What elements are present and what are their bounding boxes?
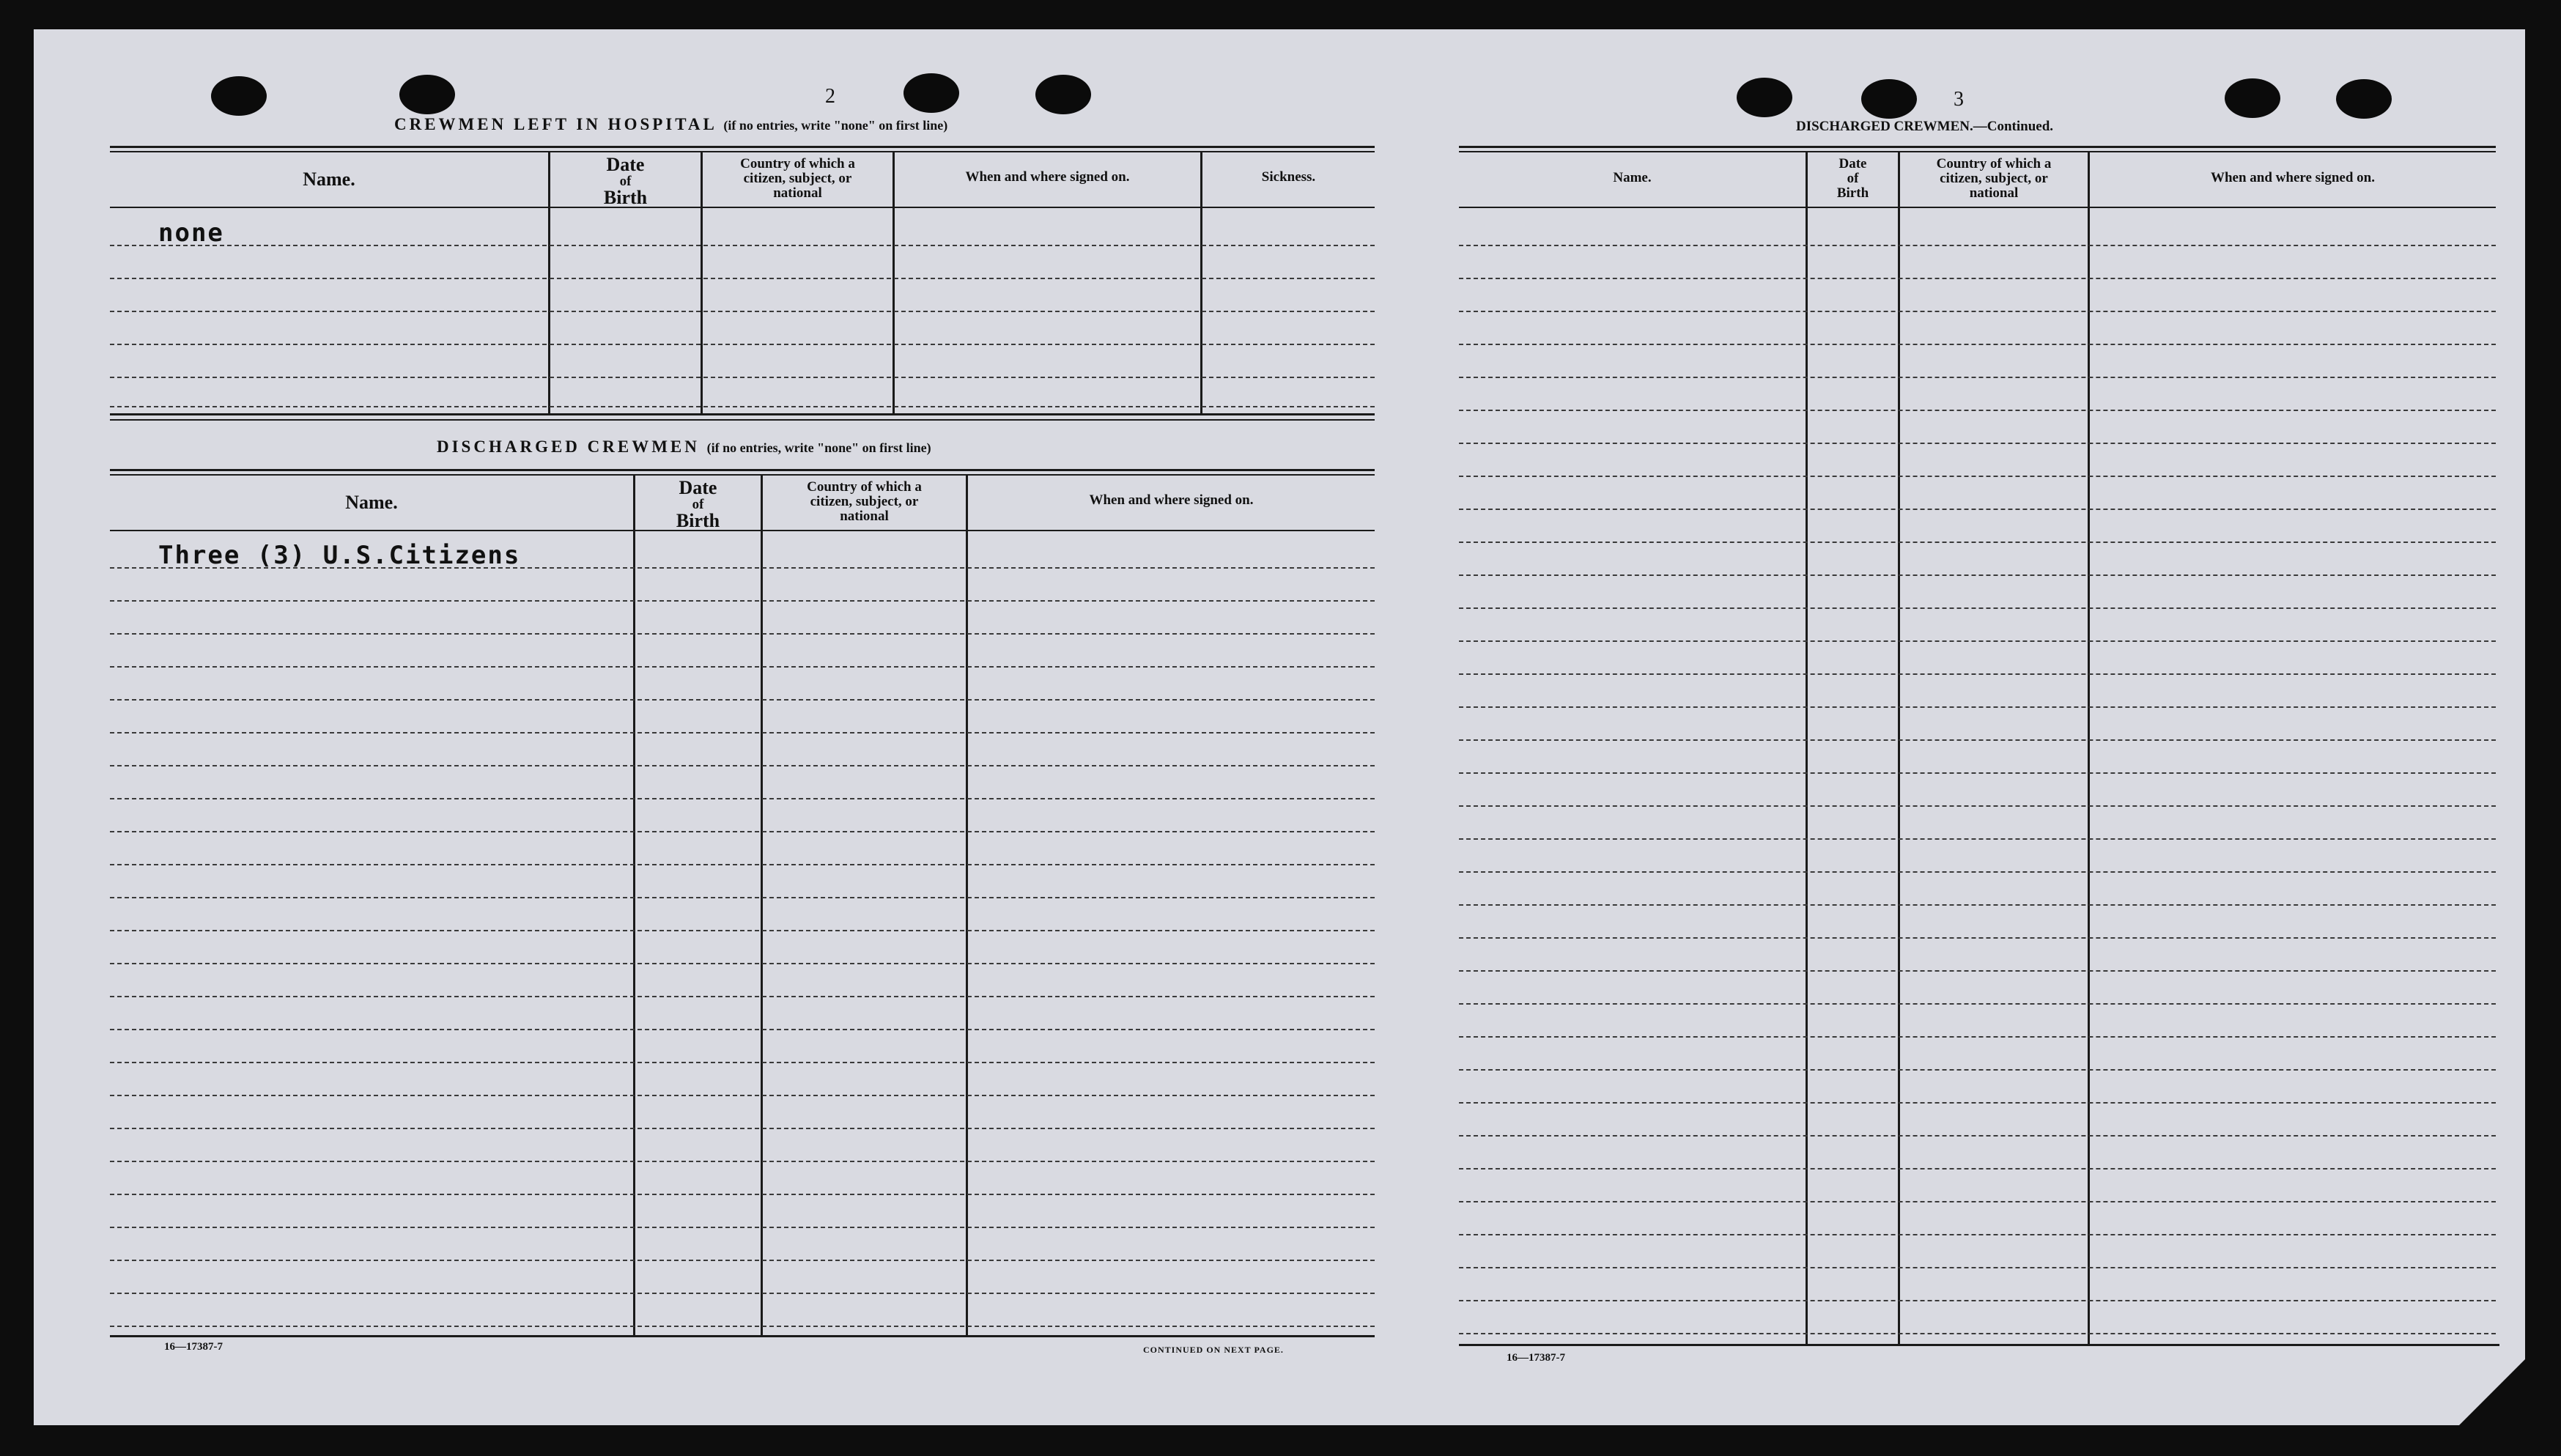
ruled-line xyxy=(1459,937,2496,939)
ruled-line xyxy=(1459,805,2496,807)
form-number-left: 16—17387-7 xyxy=(164,1341,223,1353)
dob-line: Birth xyxy=(676,510,720,531)
ruled-line xyxy=(1459,410,2496,411)
ruled-line xyxy=(1459,278,2496,279)
discharged-title-text: DISCHARGED CREWMEN xyxy=(437,437,700,456)
ruled-line xyxy=(110,1194,1375,1195)
ruled-line xyxy=(1459,640,2496,642)
country-line: national xyxy=(840,508,889,524)
punch-hole xyxy=(2336,79,2392,119)
ruled-line xyxy=(110,666,1375,668)
punch-hole xyxy=(1035,75,1091,114)
ruled-line xyxy=(1459,574,2496,576)
ruled-line xyxy=(110,1260,1375,1261)
ruled-line xyxy=(1459,970,2496,972)
page-number-left: 2 xyxy=(825,85,835,108)
ruled-line xyxy=(110,1062,1375,1063)
ruled-line xyxy=(110,1095,1375,1096)
ruled-line xyxy=(110,732,1375,733)
dob-line: of xyxy=(692,497,704,512)
dob-line: of xyxy=(619,174,632,189)
ruled-line xyxy=(1459,1135,2496,1137)
ruled-line xyxy=(110,1128,1375,1129)
ruled-line xyxy=(110,798,1375,799)
hospital-header-dob xyxy=(550,155,701,207)
ruled-line xyxy=(110,633,1375,635)
discharged-header-dob xyxy=(635,478,761,531)
hospital-header-country xyxy=(703,157,893,201)
ruled-line xyxy=(1459,1333,2496,1334)
ruled-line xyxy=(1459,1102,2496,1104)
ruled-line xyxy=(110,996,1375,997)
punch-hole xyxy=(903,73,959,113)
ruled-line xyxy=(1459,838,2496,840)
ruled-line xyxy=(1459,311,2496,312)
hospital-title-text: CREWMEN LEFT IN HOSPITAL xyxy=(394,115,717,133)
ruled-line xyxy=(110,765,1375,766)
dob-line: Date xyxy=(1838,156,1867,171)
hospital-title-note: (if no entries, write "none" on first line) xyxy=(723,118,948,133)
hospital-header-signed: When and where signed on. xyxy=(965,169,1130,185)
dob-line: Birth xyxy=(603,187,648,208)
dob-line: Date xyxy=(606,154,645,175)
discharged-title-note: (if no entries, write "none" on first line) xyxy=(706,440,931,455)
discharged-entry: Three (3) U.S.Citizens xyxy=(158,541,521,570)
punch-hole xyxy=(2225,78,2280,118)
ruled-line xyxy=(1459,1300,2496,1301)
right-header-country xyxy=(1900,157,2088,201)
ruled-line xyxy=(1459,542,2496,543)
ruled-line xyxy=(110,1161,1375,1162)
ruled-line xyxy=(1459,1267,2496,1268)
hospital-header-sickness: Sickness. xyxy=(1261,169,1316,185)
continued-section-title: DISCHARGED CREWMEN.—Continued. xyxy=(1796,119,2054,134)
ruled-line xyxy=(1459,245,2496,246)
ruled-line xyxy=(1459,1234,2496,1235)
discharged-header-country xyxy=(763,480,966,524)
ruled-line xyxy=(1459,476,2496,477)
ruled-line xyxy=(1459,871,2496,873)
ruled-line xyxy=(110,1293,1375,1294)
ruled-line xyxy=(110,930,1375,931)
ruled-line xyxy=(1459,509,2496,510)
ruled-line xyxy=(110,831,1375,832)
country-line: national xyxy=(1969,185,2019,201)
dob-line: Birth xyxy=(1836,185,1869,201)
hospital-header-name: Name. xyxy=(303,169,355,190)
form-sheet xyxy=(34,29,2525,1425)
hospital-section-title xyxy=(394,115,947,134)
ruled-line xyxy=(1459,1168,2496,1169)
ruled-line xyxy=(1459,1069,2496,1071)
ruled-line xyxy=(1459,1201,2496,1202)
ruled-line xyxy=(110,1227,1375,1228)
country-line: Country of which a xyxy=(740,156,855,171)
country-line: Country of which a xyxy=(807,479,922,495)
punch-hole xyxy=(1861,79,1917,119)
ruled-line xyxy=(1459,377,2496,378)
folded-corner xyxy=(2459,1359,2525,1425)
discharged-header-name: Name. xyxy=(345,492,398,513)
ruled-line xyxy=(110,864,1375,865)
continued-note: CONTINUED ON NEXT PAGE. xyxy=(1143,1345,1284,1355)
ruled-line xyxy=(110,897,1375,898)
country-line: Country of which a xyxy=(1936,156,2052,171)
country-line: citizen, subject, or xyxy=(1940,170,2048,186)
discharged-section-title xyxy=(437,437,931,457)
hospital-entry-none: none xyxy=(158,218,224,248)
ruled-line xyxy=(1459,772,2496,774)
ruled-line xyxy=(110,600,1375,602)
ruled-line xyxy=(1459,673,2496,675)
ruled-line xyxy=(1459,739,2496,741)
ruled-line xyxy=(110,963,1375,964)
ruled-line xyxy=(110,1029,1375,1030)
right-header-dob xyxy=(1808,157,1898,201)
dob-line: of xyxy=(1847,170,1859,186)
country-line: citizen, subject, or xyxy=(743,170,852,186)
country-line: citizen, subject, or xyxy=(810,493,919,509)
ruled-line xyxy=(110,1326,1375,1327)
ruled-line xyxy=(1459,607,2496,609)
country-line: national xyxy=(773,185,822,201)
punch-hole xyxy=(1737,78,1792,117)
ruled-line xyxy=(1459,1003,2496,1005)
ruled-line xyxy=(110,699,1375,701)
ruled-line xyxy=(1459,706,2496,708)
punch-hole xyxy=(211,76,267,116)
right-header-name: Name. xyxy=(1613,170,1652,185)
ruled-line xyxy=(1459,1036,2496,1038)
ruled-line xyxy=(1459,904,2496,906)
discharged-header-signed: When and where signed on. xyxy=(1089,492,1254,508)
punch-hole xyxy=(399,75,455,114)
page-number-right: 3 xyxy=(1954,88,1964,111)
dob-line: Date xyxy=(679,477,717,498)
ruled-line xyxy=(1459,443,2496,444)
ruled-line xyxy=(1459,344,2496,345)
form-number-right: 16—17387-7 xyxy=(1507,1352,1565,1364)
right-header-signed: When and where signed on. xyxy=(2210,170,2375,185)
